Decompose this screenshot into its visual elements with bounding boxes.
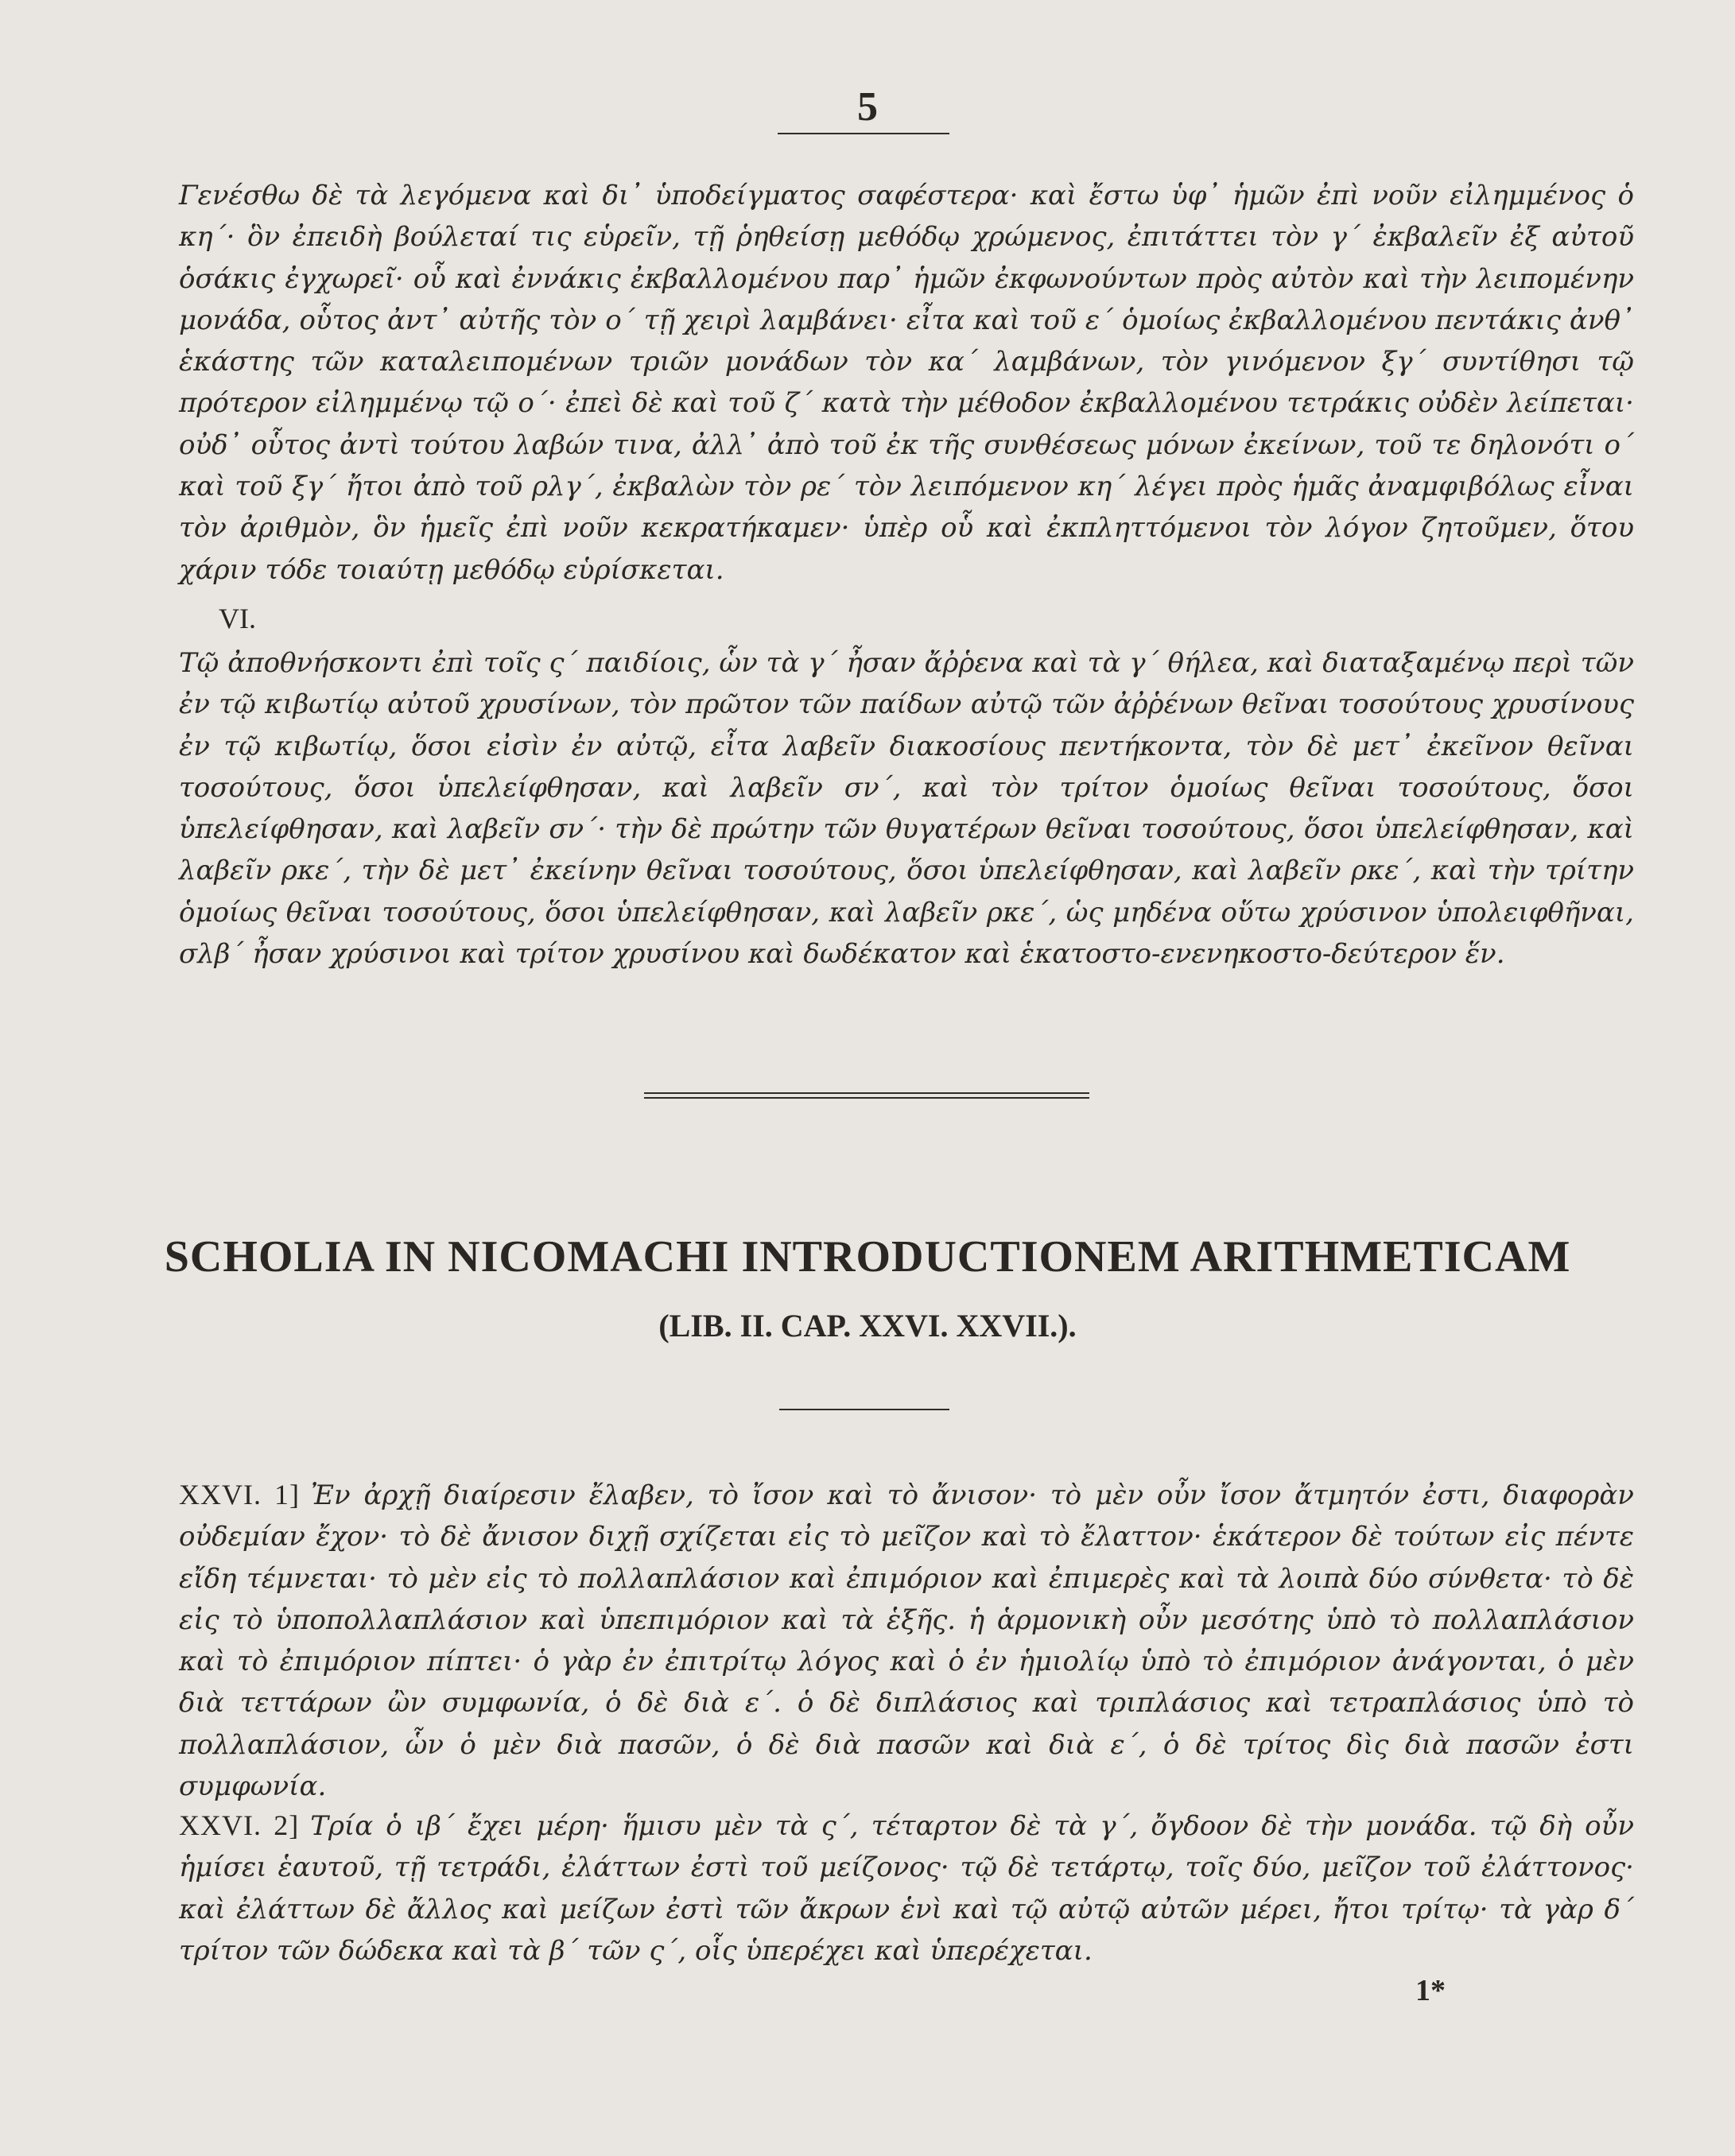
- scholion-2-ref: XXVI. 2]: [179, 1809, 300, 1841]
- page-number-rule: [778, 133, 949, 134]
- page-title: SCHOLIA IN NICOMACHI INTRODUCTIONEM ARITHMETICAM: [164, 1232, 1571, 1282]
- title-rule: [779, 1409, 949, 1410]
- top-paragraph: Γενέσθω δὲ τὰ λεγόμενα καὶ δι᾽ ὑποδείγματος σαφέστερα· καὶ ἔστω ὑφ᾽ ἡμῶν ἐπὶ νοῦν εἰλημμένος ὁ κη΄· ὃν ἐπειδὴ βούλεταί τις εὑρεῖν, τῇ ῥηθείσῃ μεθόδῳ χρώμενος, ἐπιτάττει τὸν γ΄ ἐκβαλεῖν ἐξ αὐτοῦ ὁσάκις ἐγχωρεῖ· οὗ καὶ ἐννάκις ἐκβαλλομένου παρ᾽ ἡμῶν ἐκφωνούντων πρὸς αὐτὸν καὶ τὴν λειπομένην μονάδα, οὗτος ἀντ᾽ αὐτῆς τὸν ο΄ τῇ χειρὶ λαμβάνει· εἶτα καὶ τοῦ ε΄ ὁμοίως ἐκβαλλομένου πεντάκις ἀνθ᾽ ἑκάστης τῶν καταλειπομένων τριῶν μονάδων τὸν κα΄ λαμβάνων, τὸν γινόμενον ξγ΄ συντίθησι τῷ πρότερον εἰλημμένῳ τῷ ο΄· ἐπεὶ δὲ καὶ τοῦ ζ΄ κατὰ τὴν μέθοδον ἐκβαλλομένου τετράκις οὐδὲν λείπεται· οὐδ᾽ οὗτος ἀντὶ τούτου λαβών τινα, ἀλλ᾽ ἀπὸ τοῦ ἐκ τῆς συνθέσεως μόνων ἐκείνων, τοῦ τε δηλονότι ο΄ καὶ τοῦ ξγ΄ ἤτοι ἀπὸ τοῦ ρλγ΄, ἐκβαλὼν τὸν ρε΄ τὸν λειπόμενον κη΄ λέγει πρὸς ἡμᾶς ἀναμφιβόλως εἶναι τὸν ἀριθμὸν, ὃν ἡμεῖς ἐπὶ νοῦν κεκρατήκαμεν· ὑπὲρ οὗ καὶ ἐκπληττόμενοι τὸν λόγον ζητοῦμεν, ὅτου χάριν τόδε τοιαύτῃ μεθόδῳ εὑρίσκεται.: [179, 180, 1634, 586]
- section-divider: [644, 1092, 1089, 1099]
- printer-signature: 1*: [1415, 1974, 1446, 2007]
- scholion-1-text: Ἐν ἀρχῇ διαίρεσιν ἔλαβεν, τὸ ἴσον καὶ τὸ ἄνισον· τὸ μὲν οὖν ἴσον ἄτμητόν ἐστι, διαφορὰν οὐδεμίαν ἔχον· τὸ δὲ ἄνισον διχῇ σχίζεται εἰς τὸ μεῖζον καὶ τὸ ἔλαττον· ἑκάτερον δὲ τούτων εἰς πέντε εἴδη τέμνεται· τὸ μὲν εἰς τὸ πολλαπλάσιον καὶ ἐπιμόριον καὶ ἐπιμερὲς καὶ τὰ λοιπὰ δύο σύνθετα· τὸ δὲ εἰς τὸ ὑποπολλαπλάσιον καὶ ὑπεπιμόριον καὶ τὰ ἑξῆς. ἡ ἁρμονικὴ οὖν μεσότης ὑπὸ τὸ πολλαπλάσιον καὶ τὸ ἐπιμόριον πίπτει· ὁ γὰρ ἐν ἐπιτρίτῳ λόγος καὶ ὁ ἐν ἡμιολίῳ ὑπὸ τὸ ἐπιμόριον ἀνάγονται, ὁ μὲν διὰ τεττάρων ὢν συμφωνία, ὁ δὲ διὰ ε΄. ὁ δὲ διπλάσιος καὶ τριπλάσιος καὶ τετραπλάσιος ὑπὸ τὸ πολλαπλάσιον, ὧν ὁ μὲν διὰ πασῶν, ὁ δὲ διὰ πασῶν καὶ διὰ ε΄, ὁ δὲ τρίτος δὶς διὰ πασῶν ἐστι συμφωνία.: [179, 1479, 1634, 1803]
- scholion-1-ref: XXVI. 1]: [179, 1479, 301, 1510]
- scholion-2-text: Τρία ὁ ιβ΄ ἔχει μέρη· ἥμισυ μὲν τὰ ς΄, τέταρτον δὲ τὰ γ΄, ὄγδοον δὲ τὴν μονάδα. τῷ δὴ οὖν ἡμίσει ἑαυτοῦ, τῇ τετράδι, ἐλάττων ἐστὶ τοῦ μείζονος· τῷ δὲ τετάρτῳ, τοῖς δύο, μεῖζον τοῦ ἐλάττονος· καὶ ἐλάττων δὲ ἄλλος καὶ μείζων ἐστὶ τῶν ἄκρων ἑνὶ καὶ τῷ αὐτῷ αὐτῶν μέρει, ἤτοι τρίτῳ· τὰ γὰρ δ΄ τρίτον τῶν δώδεκα καὶ τὰ β΄ τῶν ς΄, οἷς ὑπερέχει καὶ ὑπερέχεται.: [179, 1810, 1634, 1967]
- section-marker: VI.: [219, 603, 256, 634]
- scholion-2: [179, 1805, 1634, 1972]
- page-number: 5: [857, 84, 878, 130]
- page-subtitle: (LIB. II. CAP. XXVI. XXVII.).: [658, 1308, 1077, 1344]
- section-vi-paragraph: Τῷ ἀποθνήσκοντι ἐπὶ τοῖς ς΄ παιδίοις, ὧν τὰ γ΄ ἦσαν ἄῤῥενα καὶ τὰ γ΄ θήλεα, καὶ διαταξαμένῳ περὶ τῶν ἐν τῷ κιβωτίῳ αὐτοῦ χρυσίνων, τὸν πρῶτον τῶν παίδων αὐτῷ τῶν ἀῤῥένων θεῖναι τοσούτους χρυσίνους ἐν τῷ κιβωτίῳ, ὅσοι εἰσὶν ἐν αὐτῷ, εἶτα λαβεῖν διακοσίους πεντήκοντα, τὸν δὲ μετ᾽ ἐκεῖνον θεῖναι τοσούτους, ὅσοι ὑπελείφθησαν, καὶ λαβεῖν σν΄, καὶ τὸν τρίτον ὁμοίως θεῖναι τοσούτους, ὅσοι ὑπελείφθησαν, καὶ λαβεῖν σν΄· τὴν δὲ πρώτην τῶν θυγατέρων θεῖναι τοσούτους, ὅσοι ὑπελείφθησαν, καὶ λαβεῖν ρκε΄, τὴν δὲ μετ᾽ ἐκείνην θεῖναι τοσούτους, ὅσοι ὑπελείφθησαν, καὶ λαβεῖν ρκε΄, καὶ τὴν τρίτην ὁμοίως θεῖναι τοσούτους, ὅσοι ὑπελείφθησαν, καὶ λαβεῖν ρκε΄, ὡς μηδένα οὕτω χρύσινον ὑπολειφθῆναι, σλβ΄ ἦσαν χρύσινοι καὶ τρίτον χρυσίνου καὶ δωδέκατον καὶ ἑκατοστο-ενενηκοστο-δεύτερον ἕν.: [179, 647, 1634, 971]
- scholion-1: [179, 1474, 1634, 1807]
